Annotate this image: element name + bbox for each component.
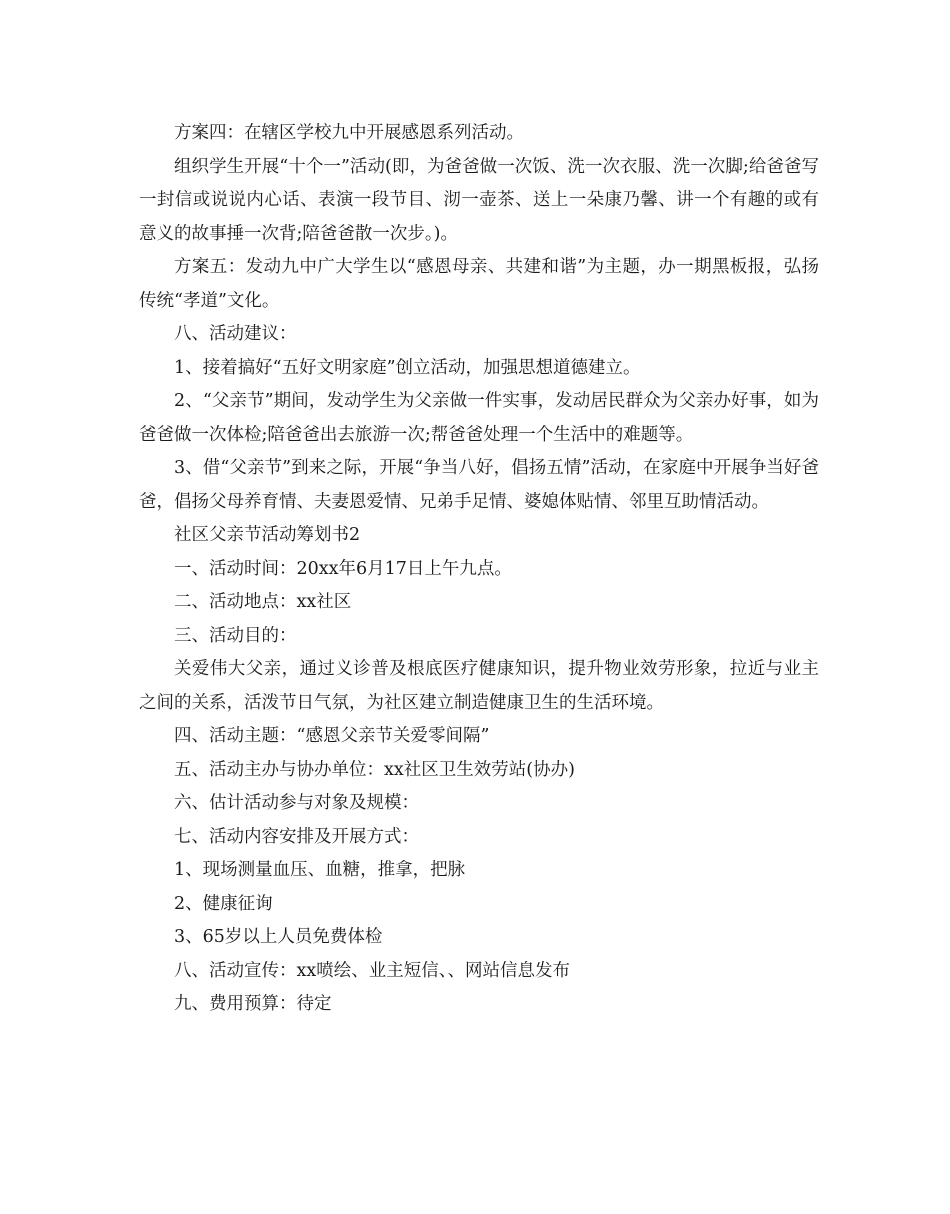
document-body [139, 117, 819, 1022]
paragraph-publicity: 八、活动宣传：xx喷绘、业主短信、、网站信息发布 [174, 960, 570, 981]
paragraph-plan-five: 方案五：发动九中广大学生以“感恩母亲、共建和谐”为主题，办一期黑板报，弘扬传统“孝道”文化。 [139, 257, 819, 311]
paragraph-activity-theme: 四、活动主题：“感恩父亲节关爱零间隔” [174, 726, 490, 746]
paragraph-purpose-detail: 关爱伟大父亲，通过义诊普及根底医疗健康知识，提升物业效劳形象，拉近与业主之间的关系，活泼节日气氛，为社区建立制造健康卫生的生活环境。 [139, 659, 819, 713]
paragraph-organizers: 五、活动主办与协办单位：xx社区卫生效劳站(协办) [174, 759, 575, 780]
heading-activity-suggestions: 八、活动建议： [174, 324, 297, 344]
heading-activity-purpose: 三、活动目的： [174, 625, 297, 646]
paragraph-participants: 六、估计活动参与对象及规模： [174, 793, 419, 813]
paragraph-activity-time: 一、活动时间：20xx年6月17日上午九点。 [174, 558, 512, 579]
list-item-consultation: 2、健康征询 [174, 893, 273, 914]
heading-activity-content: 七、活动内容安排及开展方式： [174, 826, 419, 847]
paragraph-ten-ones-activity: 组织学生开展“十个一”活动(即，为爸爸做一次饭、洗一次衣服、洗一次脚;给爸爸写一封信或说说内心话、表演一段节目、沏一壶茶、送上一朵康乃馨、讲一个有趣的或有意义的故事捶一次背;陪爸爸散一次步。)。 [139, 156, 819, 244]
paragraph-suggestion-1: 1、接着搞好“五好文明家庭”创立活动，加强思想道德建立。 [174, 357, 641, 378]
section-title-plan-2: 社区父亲节活动筹划书2 [174, 525, 361, 545]
list-item-health-check: 1、现场测量血压、血糖，推拿，把脉 [174, 860, 466, 880]
paragraph-activity-location: 二、活动地点：xx社区 [174, 592, 352, 612]
paragraph-suggestion-3: 3、借“父亲节”到来之际，开展“争当八好，倡扬五情”活动，在家庭中开展争当好爸爸，倡扬父母养育情、夫妻恩爱情、兄弟手足情、婆媳体贴情、邻里互助情活动。 [139, 458, 819, 512]
paragraph-budget: 九、费用预算：待定 [174, 994, 332, 1014]
paragraph-plan-four: 方案四：在辖区学校九中开展感恩系列活动。 [174, 123, 524, 143]
list-item-free-exam: 3、65岁以上人员免费体检 [174, 927, 383, 947]
paragraph-suggestion-2: 2、“父亲节”期间，发动学生为父亲做一件实事，发动居民群众为父亲办好事，如为爸爸做一次体检;陪爸爸出去旅游一次;帮爸爸处理一个生活中的难题等。 [139, 391, 819, 445]
